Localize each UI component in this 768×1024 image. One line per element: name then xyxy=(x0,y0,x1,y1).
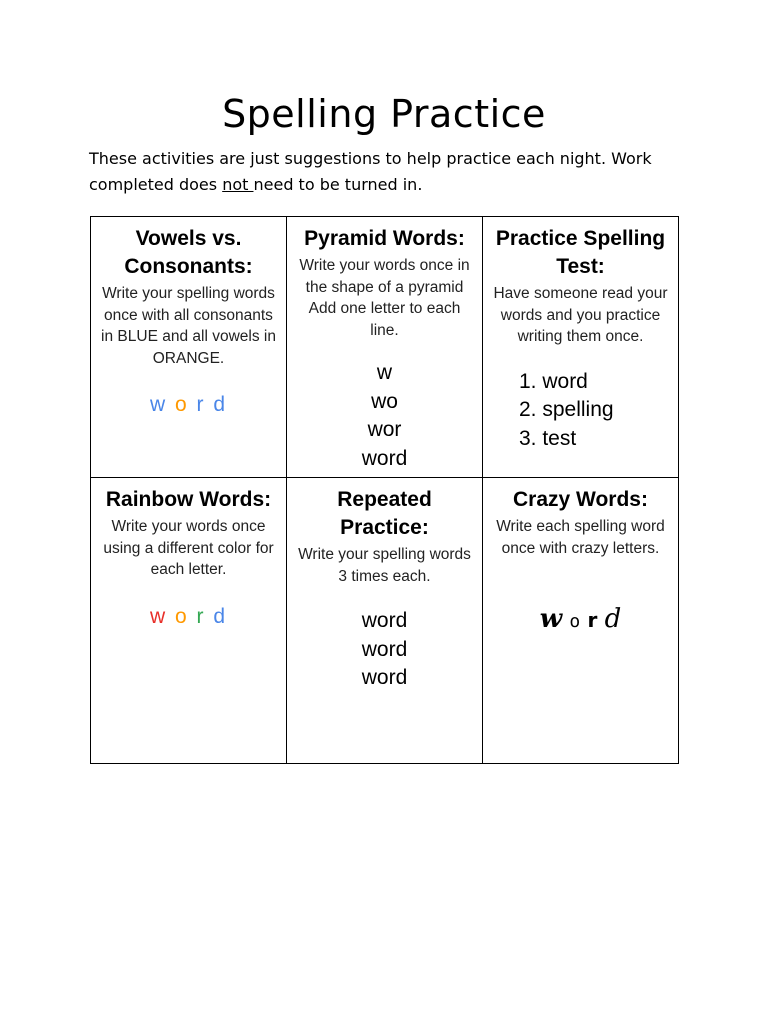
activities-grid xyxy=(90,216,679,764)
letter: d xyxy=(213,393,228,416)
pyramid-line: word xyxy=(361,446,408,470)
letter: o xyxy=(569,611,581,632)
cell-description: Write your spelling words 3 times each. xyxy=(298,546,471,585)
cell-heading: Pyramid Words: xyxy=(304,227,465,250)
pyramid-line: wo xyxy=(371,389,398,413)
intro-text-start: These activities are just suggestions to help practice each night. Work completed does xyxy=(89,149,652,194)
letter: r xyxy=(587,608,598,632)
repeated-line: word xyxy=(361,637,408,661)
repeated-line: word xyxy=(361,609,408,632)
cell-description: Write your words once using a different color for each letter. xyxy=(103,518,274,578)
cell-practice-spelling-test xyxy=(483,217,679,478)
list-item: 2. spelling xyxy=(519,398,614,421)
letter: o xyxy=(174,393,189,416)
intro-text xyxy=(89,146,689,198)
cell-heading: Practice Spelling Test: xyxy=(495,227,666,278)
cell-heading: Repeated Practice: xyxy=(337,488,432,539)
pyramid-line: wor xyxy=(367,418,402,441)
letter: r xyxy=(196,604,206,628)
list-item: 1. word xyxy=(519,369,588,393)
letter: w xyxy=(149,393,168,416)
intro-text-end: need to be turned in. xyxy=(253,175,423,194)
letter: w xyxy=(149,604,168,628)
test-list xyxy=(519,368,672,454)
page-title: Spelling Practice xyxy=(222,92,546,136)
letter: o xyxy=(174,604,189,628)
cell-description: Write your words once in the shape of a pyramid Add one letter to each line. xyxy=(299,257,470,339)
cell-description: Write each spelling word once with crazy letters. xyxy=(496,518,665,557)
cell-rainbow-words xyxy=(91,478,287,764)
repeated-line: word xyxy=(361,666,408,689)
list-item: 3. test xyxy=(519,426,577,450)
cell-repeated-practice xyxy=(287,478,483,764)
cell-vowels-consonants xyxy=(91,217,287,478)
cell-heading: Vowels vs. Consonants: xyxy=(124,227,253,278)
colored-word-sample xyxy=(97,393,280,417)
crazy-word-sample xyxy=(489,603,672,634)
repeated-example xyxy=(293,607,476,693)
cell-description: Write your spelling words once with all consonants in BLUE and all vowels in ORANGE. xyxy=(101,285,276,367)
letter: d xyxy=(604,604,622,634)
pyramid-line: w xyxy=(376,361,393,384)
letter: w xyxy=(539,604,563,634)
rainbow-word-sample xyxy=(97,605,280,629)
cell-heading: Crazy Words: xyxy=(513,488,648,511)
pyramid-example xyxy=(293,359,476,473)
letter: d xyxy=(213,604,228,628)
intro-text-underlined: not xyxy=(222,175,254,194)
cell-description: Have someone read your words and you practice writing them once. xyxy=(493,285,668,345)
letter: r xyxy=(196,393,206,416)
cell-pyramid-words xyxy=(287,217,483,478)
cell-crazy-words xyxy=(483,478,679,764)
cell-heading: Rainbow Words: xyxy=(105,488,272,511)
